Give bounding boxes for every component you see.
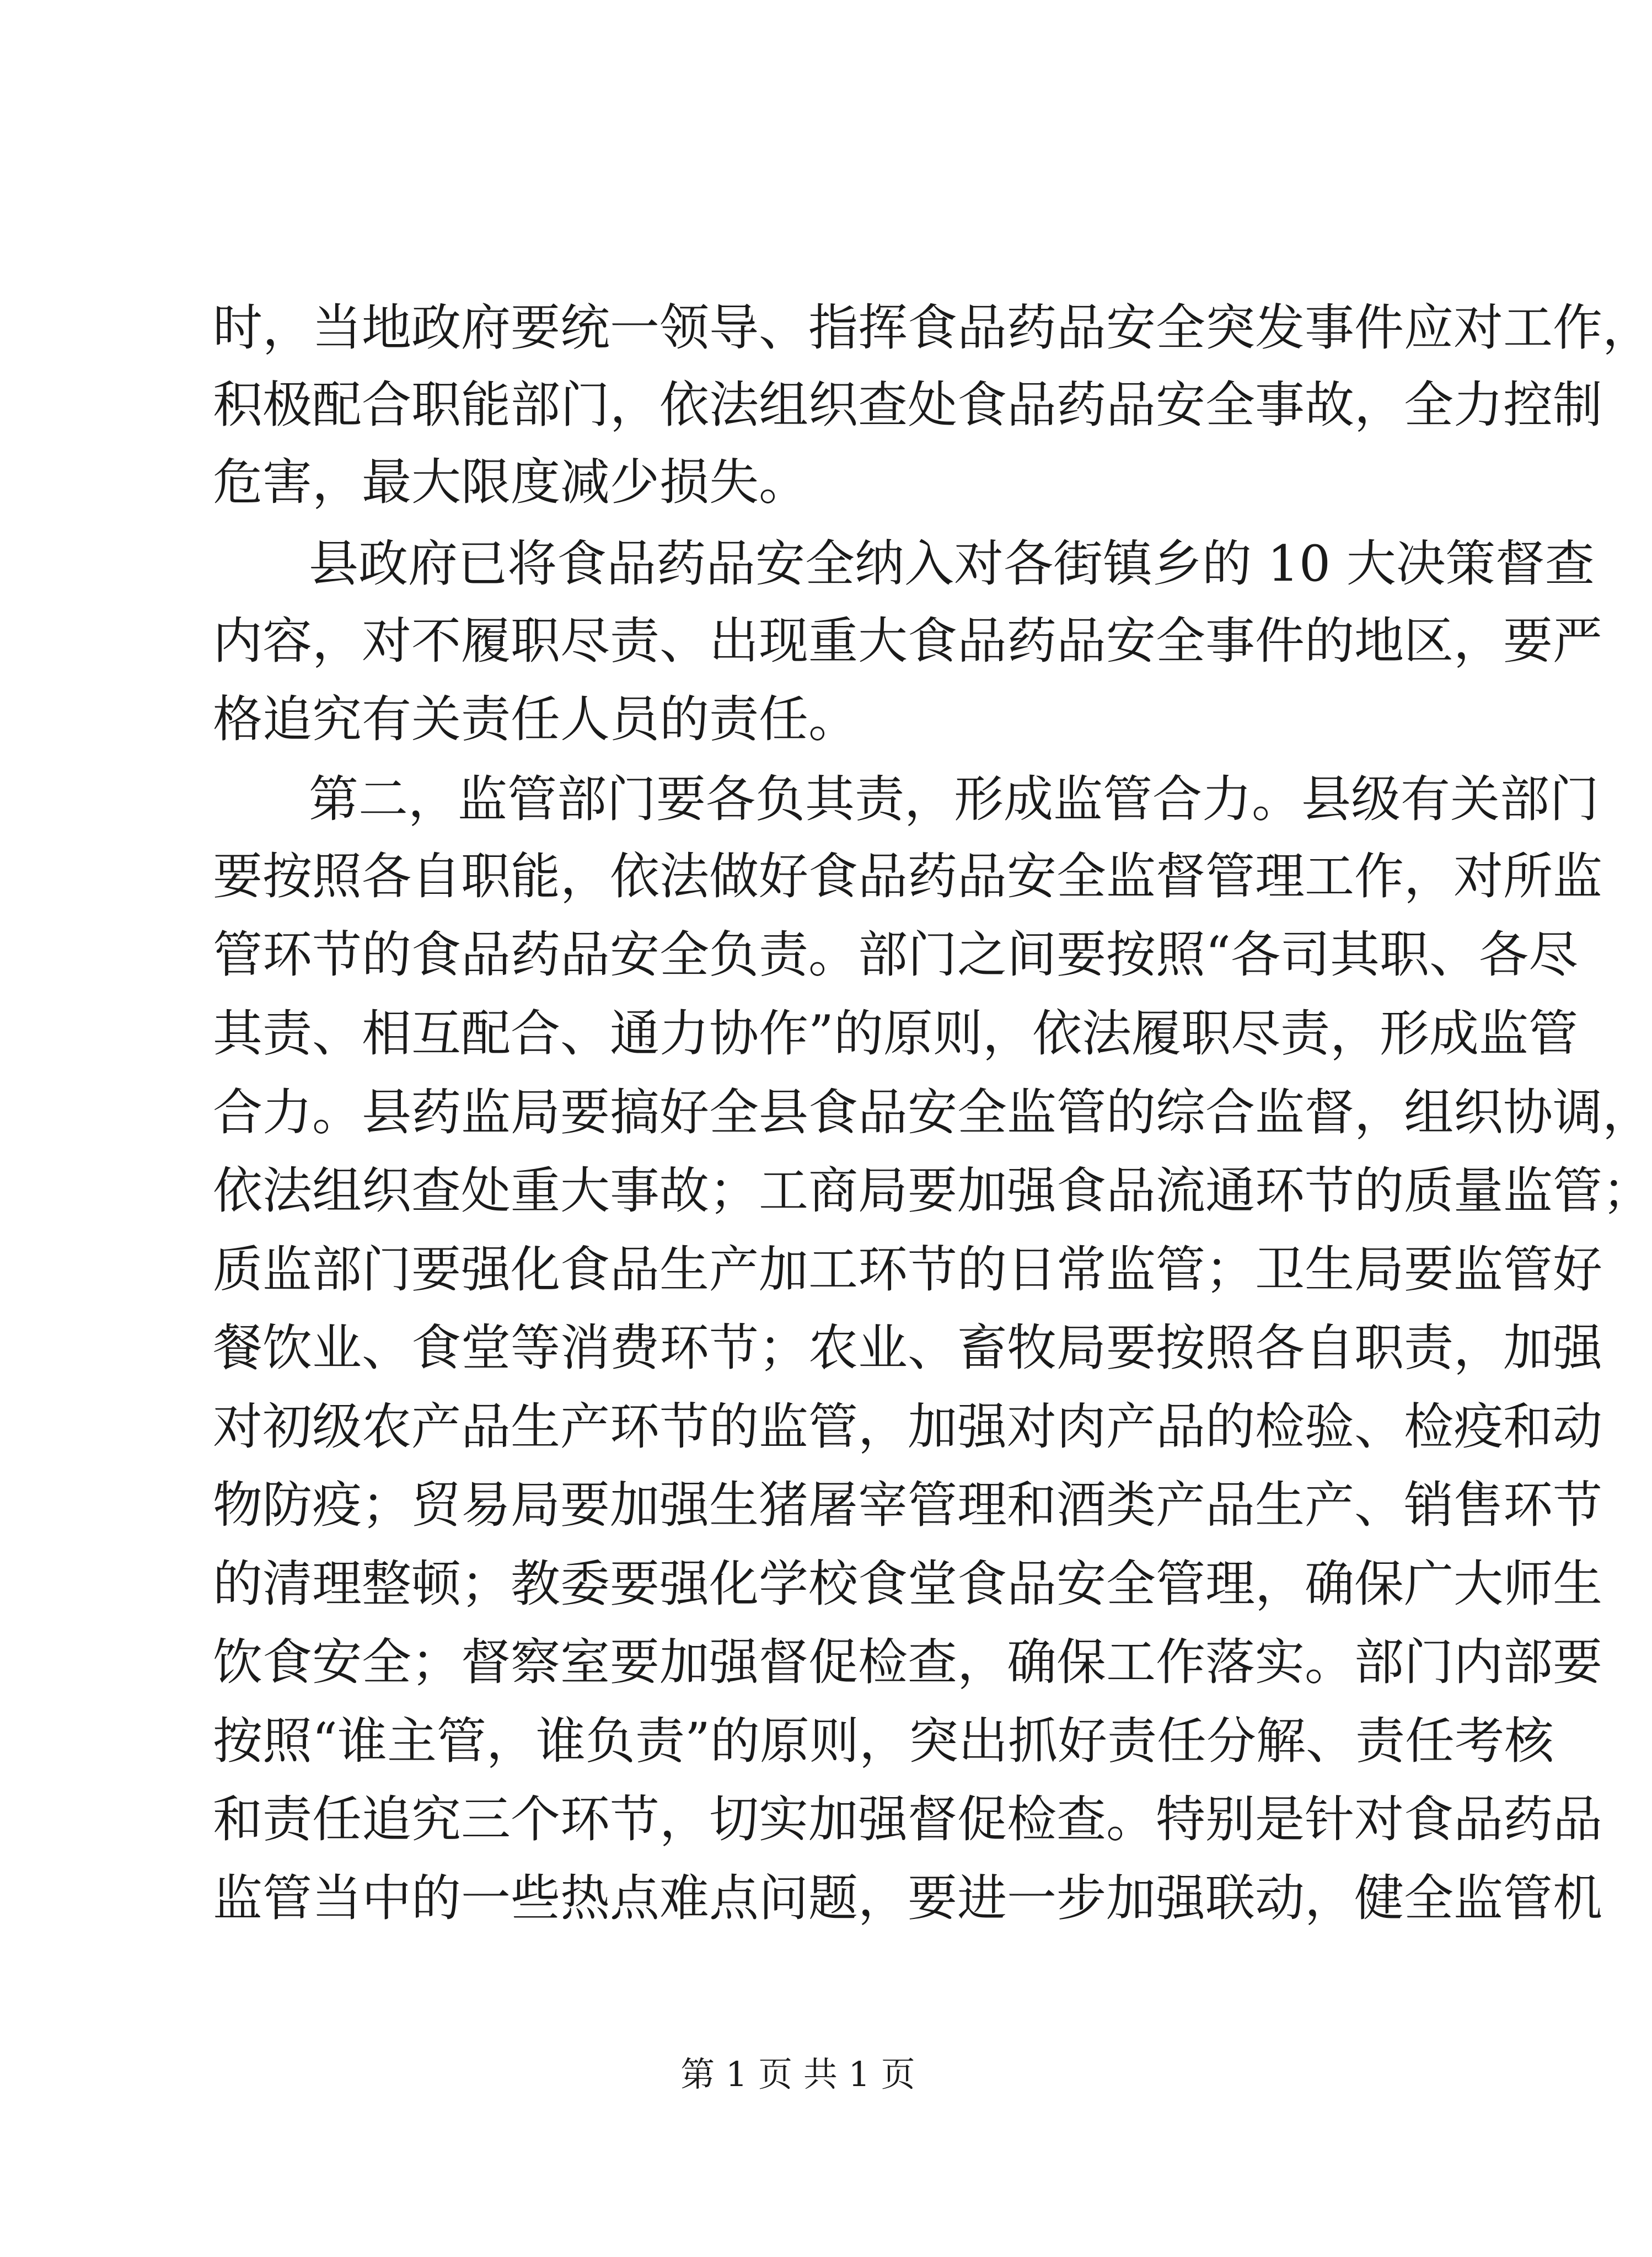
paragraph-line: 格追究有关责任人员的责任。 — [213, 690, 858, 748]
paragraph-line: 餐饮业、食堂等消费环节；农业、畜牧局要按照各自职责，加强 — [213, 1319, 1602, 1377]
paragraph-line: 积极配合职能部门，依法组织查处食品药品安全事故，全力控制 — [213, 376, 1602, 434]
paragraph-line: 物防疫；贸易局要加强生猪屠宰管理和酒类产品生产、销售环节 — [213, 1476, 1602, 1534]
paragraph-line: 饮食安全；督察室要加强督促检查，确保工作落实。部门内部要 — [213, 1633, 1602, 1691]
paragraph-line: 依法组织查处重大事故；工商局要加强食品流通环节的质量监管； — [213, 1162, 1652, 1220]
paragraph-line: 质监部门要强化食品生产加工环节的日常监管；卫生局要监管好 — [213, 1241, 1602, 1299]
paragraph-line: 危害，最大限度减少损失。 — [213, 453, 808, 511]
paragraph-line: 县政府已将食品药品安全纳入对各街镇乡的 10 大决策督查 — [309, 535, 1595, 593]
paragraph-line: 管环节的食品药品安全负责。部门之间要按照“各司其职、各尽 — [213, 926, 1579, 984]
paragraph-line: 按照“谁主管，谁负责”的原则，突出抓好责任分解、责任考核 — [213, 1712, 1554, 1770]
paragraph-line: 的清理整顿；教委要强化学校食堂食品安全管理，确保广大师生 — [213, 1555, 1602, 1613]
paragraph-line: 对初级农产品生产环节的监管，加强对肉产品的检验、检疫和动 — [213, 1398, 1602, 1456]
paragraph-line: 第二，监管部门要各负其责，形成监管合力。县级有关部门 — [309, 770, 1599, 828]
paragraph-line: 要按照各自职能，依法做好食品药品安全监督管理工作，对所监 — [213, 848, 1602, 905]
page-number-footer: 第 1 页 共 1 页 — [680, 2054, 915, 2094]
paragraph-line: 其责、相互配合、通力协作”的原则，依法履职尽责，形成监管 — [213, 1005, 1579, 1063]
paragraph-line: 内容，对不履职尽责、出现重大食品药品安全事件的地区，要严 — [213, 612, 1602, 670]
paragraph-line: 时，当地政府要统一领导、指挥食品药品安全突发事件应对工作， — [213, 299, 1652, 357]
paragraph-line: 合力。县药监局要搞好全县食品安全监管的综合监督，组织协调， — [213, 1084, 1652, 1141]
paragraph-line: 监管当中的一些热点难点问题，要进一步加强联动，健全监管机 — [213, 1869, 1602, 1927]
paragraph-line: 和责任追究三个环节，切实加强督促检查。特别是针对食品药品 — [213, 1790, 1602, 1848]
